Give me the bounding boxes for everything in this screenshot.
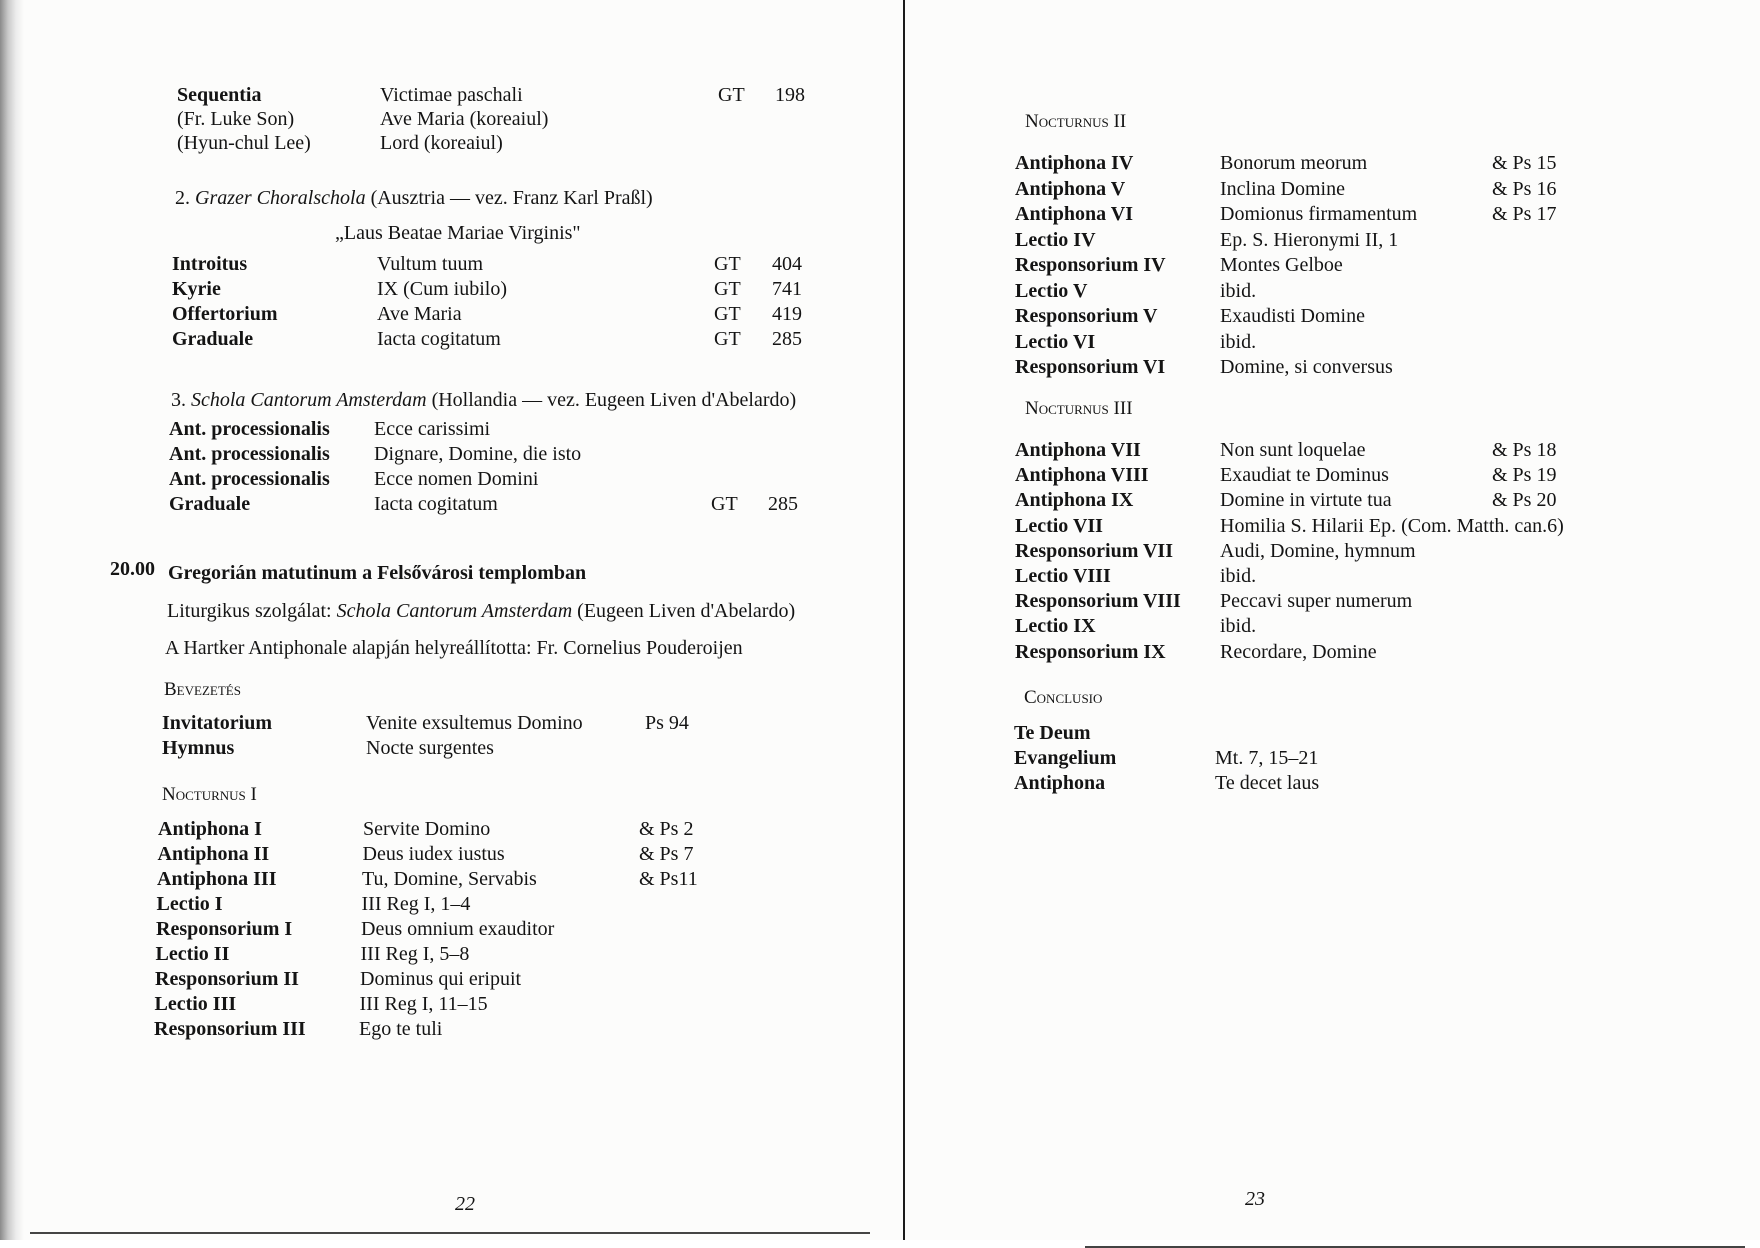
row-page: 741 — [772, 278, 802, 300]
row-label: Lectio I — [156, 893, 223, 915]
scan-edge-shadow — [0, 0, 24, 1240]
event-title: Gregorián matutinum a Felsővárosi templomban — [168, 562, 587, 584]
row-title: Audi, Domine, hymnum — [1220, 539, 1416, 562]
row-title: Ep. S. Hieronymi II, 1 — [1220, 228, 1399, 251]
row-page: 419 — [772, 303, 802, 325]
row-label: Antiphona II — [157, 843, 270, 865]
row-title: Lord (koreaiul) — [380, 132, 503, 154]
row-label: Graduale — [169, 493, 251, 515]
row-psalm: & Ps 15 — [1492, 152, 1557, 174]
row-label: Kyrie — [172, 278, 221, 300]
row-label: Lectio V — [1015, 279, 1088, 302]
row-title: Exaudiat te Dominus — [1220, 464, 1389, 487]
page-number-right: 23 — [1245, 1188, 1265, 1210]
row-source: GT — [711, 493, 738, 515]
row-label: Responsorium VI — [1015, 356, 1166, 378]
row-label: Sequentia — [177, 84, 262, 106]
row-psalm: & Ps 20 — [1492, 489, 1557, 512]
row-title: Deus iudex iustus — [362, 843, 505, 865]
row-label: Lectio VIII — [1015, 565, 1111, 587]
row-label: Responsorium V — [1015, 305, 1158, 327]
row-title: Ecce carissimi — [374, 418, 491, 440]
row-psalm: & Ps11 — [639, 868, 698, 890]
row-label: Responsorium III — [154, 1018, 306, 1040]
row-title: Bonorum meorum — [1220, 152, 1368, 174]
row-label: Te Deum — [1014, 722, 1091, 744]
choir-details: (Hollandia — vez. Eugeen Liven d'Abelardo) — [431, 389, 797, 411]
row-page: 404 — [772, 253, 802, 275]
row-title: Dignare, Domine, die isto — [374, 443, 582, 465]
row-title: III Reg I, 1–4 — [361, 893, 471, 915]
heading-nocturnus-2: Nocturnus II — [1025, 111, 1127, 132]
row-psalm: & Ps 17 — [1492, 203, 1557, 225]
liturgy-line — [167, 600, 795, 623]
row-title: Ecce nomen Domini — [374, 468, 539, 490]
row-title: Ego te tuli — [359, 1018, 443, 1040]
row-label: Antiphona — [1014, 772, 1106, 794]
row-label: Antiphona IV — [1015, 152, 1134, 174]
row-source: GT — [714, 253, 741, 275]
row-title: Victimae paschali — [380, 84, 523, 106]
row-page: 285 — [768, 493, 798, 515]
row-title: III Reg I, 5–8 — [360, 943, 470, 965]
row-label: Graduale — [172, 328, 254, 350]
row-label: Responsorium VIII — [1015, 590, 1181, 613]
row-label: Antiphona VIII — [1015, 464, 1149, 487]
row-psalm: Ps 94 — [645, 712, 689, 734]
row-label: Evangelium — [1014, 747, 1117, 769]
row-page: 198 — [775, 84, 805, 106]
row-label: Lectio II — [155, 943, 230, 965]
row-label: Responsorium VII — [1015, 539, 1173, 562]
row-label: Invitatorium — [162, 712, 272, 734]
row-title: Recordare, Domine — [1220, 640, 1377, 663]
row-title: Ave Maria — [377, 303, 462, 325]
row-label: Antiphona V — [1015, 177, 1126, 200]
row-label: Lectio VII — [1015, 514, 1103, 537]
row-title: Venite exsultemus Domino — [366, 712, 583, 734]
row-title: Dominus qui eripuit — [360, 968, 522, 990]
row-source: GT — [718, 84, 745, 106]
row-label: Responsorium IX — [1015, 640, 1166, 663]
right-page — [905, 0, 1760, 1240]
row-label: Responsorium IV — [1015, 254, 1166, 276]
row-label: Antiphona I — [158, 818, 262, 840]
row-label: Antiphona VI — [1015, 203, 1134, 225]
row-page: 285 — [772, 328, 802, 350]
row-psalm: & Ps 2 — [639, 818, 694, 840]
liturgy-label: Liturgikus szolgálat: — [167, 600, 332, 622]
row-title: IX (Cum iubilo) — [377, 278, 507, 300]
row-title: Montes Gelboe — [1220, 254, 1343, 276]
row-title: Domionus firmamentum — [1220, 203, 1418, 225]
row-psalm: & Ps 18 — [1492, 439, 1557, 461]
row-title: Domine in virtute tua — [1220, 489, 1392, 512]
row-title: Exaudisti Domine — [1220, 305, 1365, 327]
row-title: ibid. — [1220, 615, 1257, 638]
row-label: Offertorium — [172, 303, 278, 325]
row-title: Mt. 7, 15–21 — [1215, 747, 1319, 769]
row-label: Introitus — [172, 253, 248, 275]
row-title: Nocte surgentes — [366, 737, 494, 759]
choir-name: Schola Cantorum Amsterdam — [191, 389, 427, 411]
row-label: Lectio VI — [1015, 330, 1096, 353]
row-label: Ant. processionalis — [169, 468, 330, 490]
row-title: III Reg I, 11–15 — [359, 993, 488, 1015]
heading-nocturnus-1: Nocturnus I — [162, 784, 257, 805]
row-label: Ant. processionalis — [169, 443, 330, 465]
choir-name: Grazer Choralschola — [195, 187, 366, 209]
row-label: Responsorium I — [156, 918, 293, 940]
row-title: Ave Maria (koreaiul) — [380, 108, 549, 130]
choir-details: (Ausztria — vez. Franz Karl Praßl) — [370, 187, 653, 209]
row-source: GT — [714, 278, 741, 300]
row-title: Servite Domino — [363, 818, 491, 840]
row-label: Antiphona III — [157, 868, 277, 890]
section-2-heading — [175, 187, 653, 210]
row-title: Iacta cogitatum — [374, 493, 498, 515]
row-label: Antiphona IX — [1015, 489, 1134, 512]
section-3-heading — [171, 389, 796, 412]
row-label: Antiphona VII — [1015, 439, 1141, 461]
heading-conclusio: Conclusio — [1024, 687, 1103, 708]
row-label: Ant. processionalis — [169, 418, 330, 440]
row-title: Domine, si conversus — [1220, 356, 1393, 378]
liturgy-choir: Schola Cantorum Amsterdam — [336, 600, 573, 622]
heading-nocturnus-3: Nocturnus III — [1025, 398, 1133, 419]
row-title: ibid. — [1220, 279, 1257, 302]
heading-bevezetes: Bevezetés — [164, 679, 241, 700]
restoration-note: A Hartker Antiphonale alapján helyreállította: Fr. Cornelius Pouderoijen — [165, 637, 743, 659]
row-title: ibid. — [1220, 565, 1257, 587]
event-time: 20.00 — [110, 558, 155, 580]
row-title: ibid. — [1220, 330, 1257, 353]
row-label: Responsorium II — [155, 968, 299, 990]
bottom-rule-left — [30, 1232, 870, 1234]
row-title: Te decet laus — [1215, 772, 1320, 794]
row-title: Vultum tuum — [377, 253, 484, 275]
row-title: Tu, Domine, Servabis — [362, 868, 537, 890]
row-title: Homilia S. Hilarii Ep. (Com. Matth. can.6) — [1220, 514, 1564, 537]
row-title: Iacta cogitatum — [377, 328, 501, 350]
row-source: GT — [714, 328, 741, 350]
row-title: Inclina Domine — [1220, 177, 1345, 200]
section-2-subtitle: „Laus Beatae Mariae Virginis" — [335, 222, 581, 244]
row-title: Deus omnium exauditor — [361, 918, 555, 940]
row-psalm: & Ps 16 — [1492, 177, 1557, 200]
row-label: Lectio III — [154, 993, 237, 1015]
page-number-left: 22 — [455, 1193, 475, 1215]
row-label: Lectio IX — [1015, 615, 1096, 638]
row-label: Lectio IV — [1015, 228, 1096, 251]
row-source: GT — [714, 303, 741, 325]
section-number: 3. — [171, 389, 186, 411]
section-number: 2. — [175, 187, 190, 209]
row-label: Hymnus — [162, 737, 235, 759]
row-psalm: & Ps 19 — [1492, 464, 1557, 487]
row-psalm: & Ps 7 — [639, 843, 694, 865]
row-label: (Hyun-chul Lee) — [177, 132, 311, 154]
row-title: Peccavi super numerum — [1220, 590, 1413, 613]
row-title: Non sunt loquelae — [1220, 439, 1366, 461]
liturgy-director: (Eugeen Liven d'Abelardo) — [577, 600, 796, 622]
row-label: (Fr. Luke Son) — [177, 108, 295, 130]
